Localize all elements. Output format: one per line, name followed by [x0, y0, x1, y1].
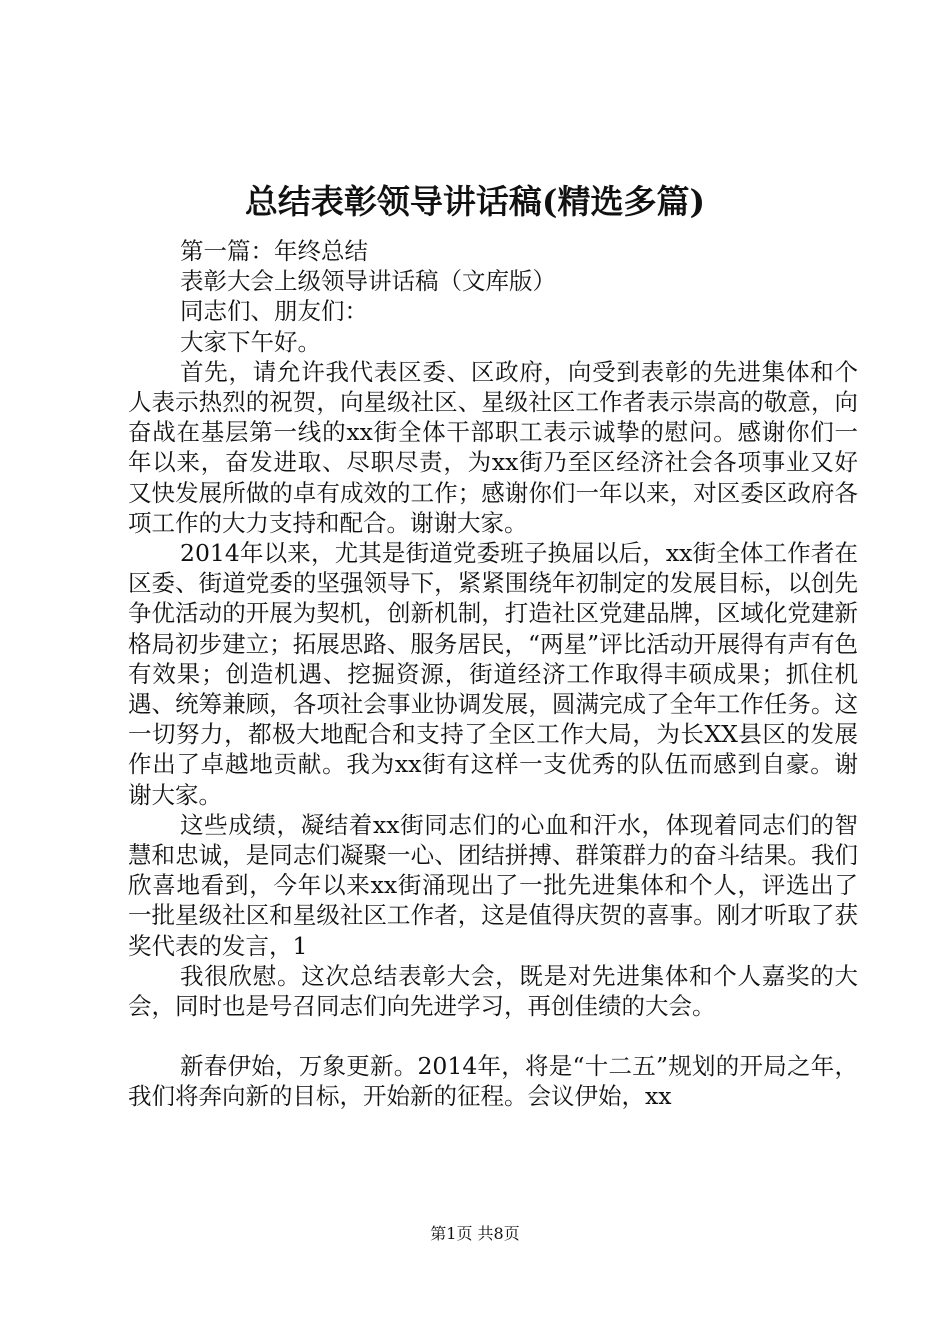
- greeting: 大家下午好。: [180, 327, 321, 356]
- speech-subtitle: 表彰大会上级领导讲话稿（文库版）: [180, 267, 556, 296]
- paragraph-4: 我很欣慰。这次总结表彰大会，既是对先进集体和个人嘉奖的大会，同时也是号召同志们向先进学习，再创佳绩的大会。: [128, 961, 858, 1021]
- section-heading: 第一篇：年终总结: [180, 237, 368, 265]
- paragraph-1: 首先，请允许我代表区委、区政府，向受到表彰的先进集体和个人表示热烈的祝贺，向星级社区、星级社区工作者表示崇高的敬意，向奋战在基层第一线的xx街全体干部职工表示诚挚的慰问。感谢你们一年以来，奋发进取、尽职尽责，为xx街乃至区经济社会各项事业又好又快发展所做的卓有成效的工作；感谢你们一年以来，对区委区政府各项工作的大力支持和配合。谢谢大家。: [128, 357, 858, 537]
- salutation: 同志们、朋友们：: [180, 297, 368, 326]
- document-title: 总结表彰领导讲话稿(精选多篇): [244, 182, 706, 221]
- page-number-footer: 第1页 共8页: [430, 1224, 520, 1243]
- paragraph-3: 这些成绩，凝结着xx街同志们的心血和汗水，体现着同志们的智慧和忠诚，是同志们凝聚一心、团结拼搏、群策群力的奋斗结果。我们欣喜地看到，今年以来xx街涌现出了一批先进集体和个人，评选出了一批星级社区和星级社区工作者，这是值得庆贺的喜事。刚才听取了获奖代表的发言，1: [128, 810, 858, 960]
- document-body: [128, 236, 858, 1112]
- paragraph-2: 2014年以来，尤其是街道党委班子换届以后，xx街全体工作者在区委、街道党委的坚强领导下，紧紧围绕年初制定的发展目标，以创先争优活动的开展为契机，创新机制，打造社区党建品牌，区域化党建新格局初步建立；拓展思路、服务居民，“两星”评比活动开展得有声有色有效果；创造机遇、挖掘资源，街道经济工作取得丰硕成果；抓住机遇、统筹兼顾，各项社会事业协调发展，圆满完成了全年工作任务。这一切努力，都极大地配合和支持了全区工作大局，为长XX县区的发展作出了卓越地贡献。我为xx街有这样一支优秀的队伍而感到自豪。谢谢大家。: [128, 539, 858, 809]
- paragraph-5: 新春伊始，万象更新。2014年，将是“十二五”规划的开局之年，我们将奔向新的目标，开始新的征程。会议伊始，xx: [128, 1052, 858, 1111]
- paragraph-spacer: [128, 1021, 858, 1051]
